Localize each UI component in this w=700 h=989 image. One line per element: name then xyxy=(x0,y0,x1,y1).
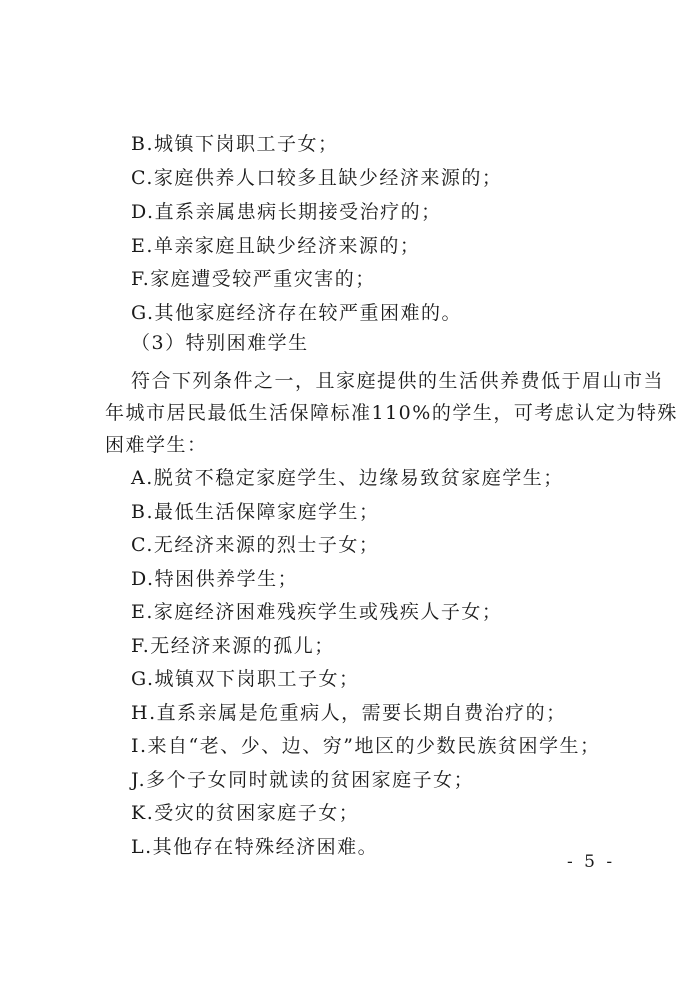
list-item: C.无经济来源的烈士子女； xyxy=(131,534,380,556)
list-item: J.多个子女同时就读的贫困家庭子女； xyxy=(131,769,475,791)
paragraph-line: 困难学生： xyxy=(105,434,208,456)
section-heading: （3）特别困难学生 xyxy=(131,332,309,354)
list-item: E.单亲家庭且缺少经济来源的； xyxy=(131,235,421,257)
list-item: A.脱贫不稳定家庭学生、边缘易致贫家庭学生； xyxy=(131,467,564,489)
paragraph-line: 符合下列条件之一，且家庭提供的生活供养费低于眉山市当 xyxy=(131,370,665,392)
list-item: G.其他家庭经济存在较严重困难的。 xyxy=(131,302,463,324)
list-item: G.城镇双下岗职工子女； xyxy=(131,668,360,690)
list-item: C.家庭供养人口较多且缺少经济来源的； xyxy=(131,167,503,189)
list-item: D.直系亲属患病长期接受治疗的； xyxy=(131,201,442,223)
list-item: D.特困供养学生； xyxy=(131,568,299,590)
list-item: F.家庭遭受较严重灾害的； xyxy=(131,268,376,290)
list-item: K.受灾的贫困家庭子女； xyxy=(131,802,360,824)
page-number: - 5 - xyxy=(567,852,616,872)
list-item: E.家庭经济困难残疾学生或残疾人子女； xyxy=(131,601,503,623)
list-item: I.来自“老、少、边、穷”地区的少数民族贫困学生； xyxy=(131,735,601,757)
list-item: B.城镇下岗职工子女； xyxy=(131,133,339,155)
list-item: F.无经济来源的孤儿； xyxy=(131,635,335,657)
list-item: L.其他存在特殊经济困难。 xyxy=(131,836,379,858)
list-item: H.直系亲属是危重病人，需要长期自费治疗的； xyxy=(131,702,567,724)
list-item: B.最低生活保障家庭学生； xyxy=(131,501,380,523)
paragraph-line: 年城市居民最低生活保障标准110%的学生，可考虑认定为特殊 xyxy=(105,402,678,424)
